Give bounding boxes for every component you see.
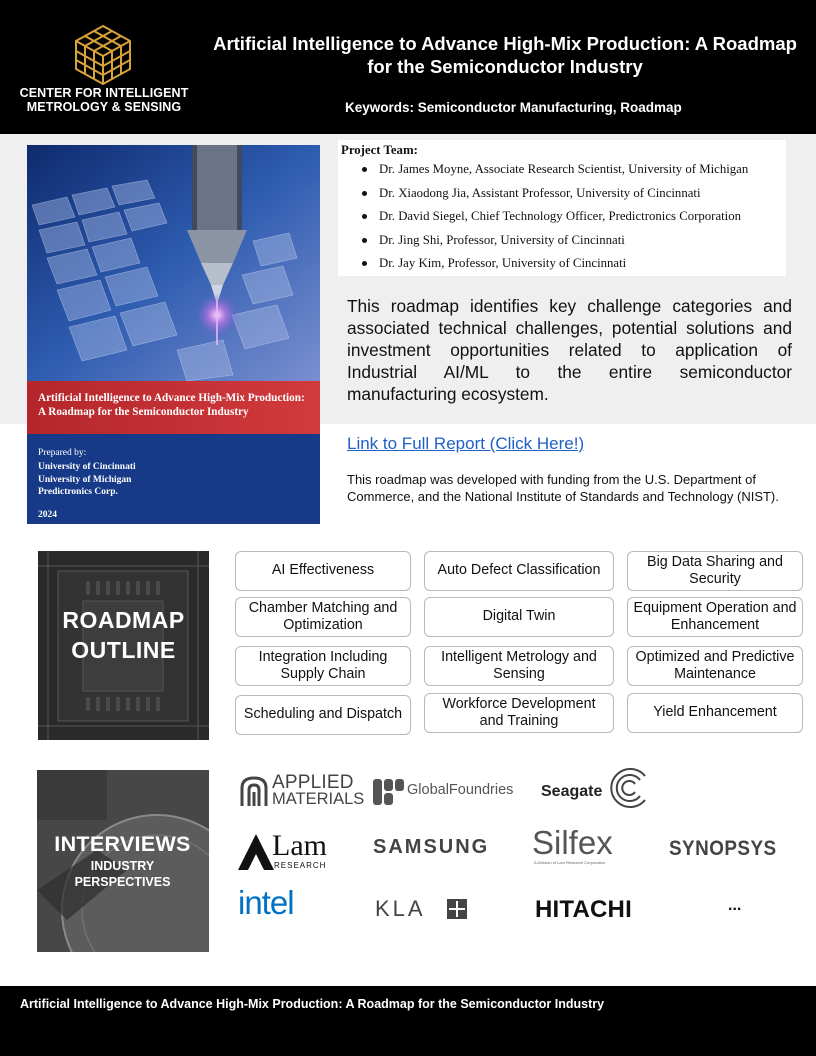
- kla-logo: [375, 897, 470, 921]
- full-report-link[interactable]: Link to Full Report (Click Here!): [347, 434, 585, 453]
- globalfoundries-logo: [373, 777, 523, 807]
- lam-research-logo: [236, 830, 340, 874]
- summary-text: This roadmap identifies key challenge categories and associated technical challenges, potential solutions and investment opportunities related to application of Industrial AI/ML to the entire semiconductor manufacturing ecosystem.: [347, 296, 792, 404]
- applied-materials-logo: [238, 773, 370, 809]
- roadmap-label: OUTLINE: [71, 637, 176, 663]
- cover-org: University of Michigan: [38, 474, 132, 485]
- seagate-logo: [541, 768, 653, 808]
- team-member: Dr. Jing Shi, Professor, University of Cincinnati: [341, 232, 786, 256]
- silfex-logo: [532, 826, 622, 868]
- funding-note: This roadmap was developed with funding from the U.S. Department of Commerce, and the National Institute of Standards and Technology (NIST).: [347, 472, 779, 504]
- applied-materials-text: APPLIED: [272, 772, 354, 793]
- wafer-photo: [27, 145, 320, 381]
- globalfoundries-text: GlobalFoundries: [407, 782, 514, 798]
- interviews-image: [37, 770, 209, 952]
- topic-big-data-sharing[interactable]: Big Data Sharing and Security: [627, 551, 803, 591]
- cover-org: University of Cincinnati: [38, 462, 136, 472]
- team-member: Dr. James Moyne, Associate Research Scientist, University of Michigan: [341, 161, 786, 185]
- kla-text: KLA: [375, 896, 426, 921]
- interviews-sublabel: PERSPECTIVES: [74, 875, 171, 889]
- seagate-text: Seagate: [541, 783, 603, 800]
- team-list: [341, 161, 786, 279]
- synopsys-logo: SYNOPSYS: [669, 837, 777, 860]
- topic-auto-defect-classification[interactable]: Auto Defect Classification: [424, 551, 614, 591]
- kla-plus-icon: [447, 899, 467, 919]
- topic-chamber-matching[interactable]: Chamber Matching and Optimization: [235, 597, 411, 637]
- silfex-text: Silfex: [532, 824, 613, 861]
- team-member: Dr. Xiaodong Jia, Assistant Professor, University of Cincinnati: [341, 185, 786, 209]
- project-team-title: Project Team:: [341, 143, 418, 157]
- team-member: Dr. David Siegel, Chief Technology Officer, Predictronics Corporation: [341, 208, 786, 232]
- keywords: Keywords: Semiconductor Manufacturing, Roadmap: [345, 100, 682, 115]
- page-title: Artificial Intelligence to Advance High-Mix Production: A Roadmap for the Semiconductor Industry: [213, 33, 797, 77]
- cover-title: Artificial Intelligence to Advance High-Mix Production: A Roadmap for the Semiconductor Industry: [27, 381, 320, 434]
- applied-materials-text: MATERIALS: [272, 790, 365, 808]
- cover-org: Predictronics Corp.: [38, 487, 118, 497]
- cimes-cube-logo-icon: [72, 24, 134, 86]
- cover-year: 2024: [38, 509, 57, 520]
- topic-equipment-operation[interactable]: Equipment Operation and Enhancement: [627, 597, 803, 637]
- center-name: CENTER FOR INTELLIGENT METROLOGY & SENSING: [19, 86, 189, 114]
- intel-logo: intel: [238, 884, 294, 921]
- lam-text: Lam: [272, 829, 327, 862]
- cover-info: [27, 434, 320, 524]
- interviews-label: INTERVIEWS: [54, 832, 191, 856]
- roadmap-label: ROADMAP: [62, 607, 185, 633]
- topic-yield-enhancement[interactable]: Yield Enhancement: [627, 693, 803, 733]
- topic-digital-twin[interactable]: Digital Twin: [424, 597, 614, 637]
- applied-materials-icon: [238, 774, 270, 808]
- silfex-sub-text: A Division of Lam Research Corporation: [534, 860, 606, 865]
- samsung-logo: SAMSUNG: [373, 836, 490, 858]
- footer-title: Artificial Intelligence to Advance High-Mix Production: A Roadmap for the Semiconductor Industry: [20, 997, 605, 1011]
- lam-triangle-icon: [236, 832, 276, 872]
- team-member: Dr. Jay Kim, Professor, University of Cincinnati: [341, 255, 786, 279]
- seagate-swirl-icon: [607, 768, 651, 808]
- project-team: [338, 140, 786, 276]
- topic-intelligent-metrology[interactable]: Intelligent Metrology and Sensing: [424, 646, 614, 686]
- topic-integration-supply-chain[interactable]: Integration Including Supply Chain: [235, 646, 411, 686]
- interviews-sublabel: INDUSTRY: [90, 859, 155, 873]
- report-cover-image[interactable]: [27, 145, 320, 524]
- topic-scheduling-dispatch[interactable]: Scheduling and Dispatch: [235, 695, 411, 735]
- hitachi-logo: HITACHI: [535, 896, 632, 923]
- footer: [0, 986, 816, 1056]
- topic-predictive-maintenance[interactable]: Optimized and Predictive Maintenance: [627, 646, 803, 686]
- topic-workforce-development[interactable]: Workforce Development and Training: [424, 693, 614, 733]
- topic-ai-effectiveness[interactable]: AI Effectiveness: [235, 551, 411, 591]
- header: [0, 0, 816, 134]
- cover-prepared-by: Prepared by:: [38, 448, 87, 458]
- roadmap-outline-image: [38, 551, 209, 740]
- more-logos-ellipsis: ...: [728, 897, 742, 914]
- lam-sub-text: RESEARCH: [274, 861, 327, 870]
- globalfoundries-icon: [373, 777, 405, 807]
